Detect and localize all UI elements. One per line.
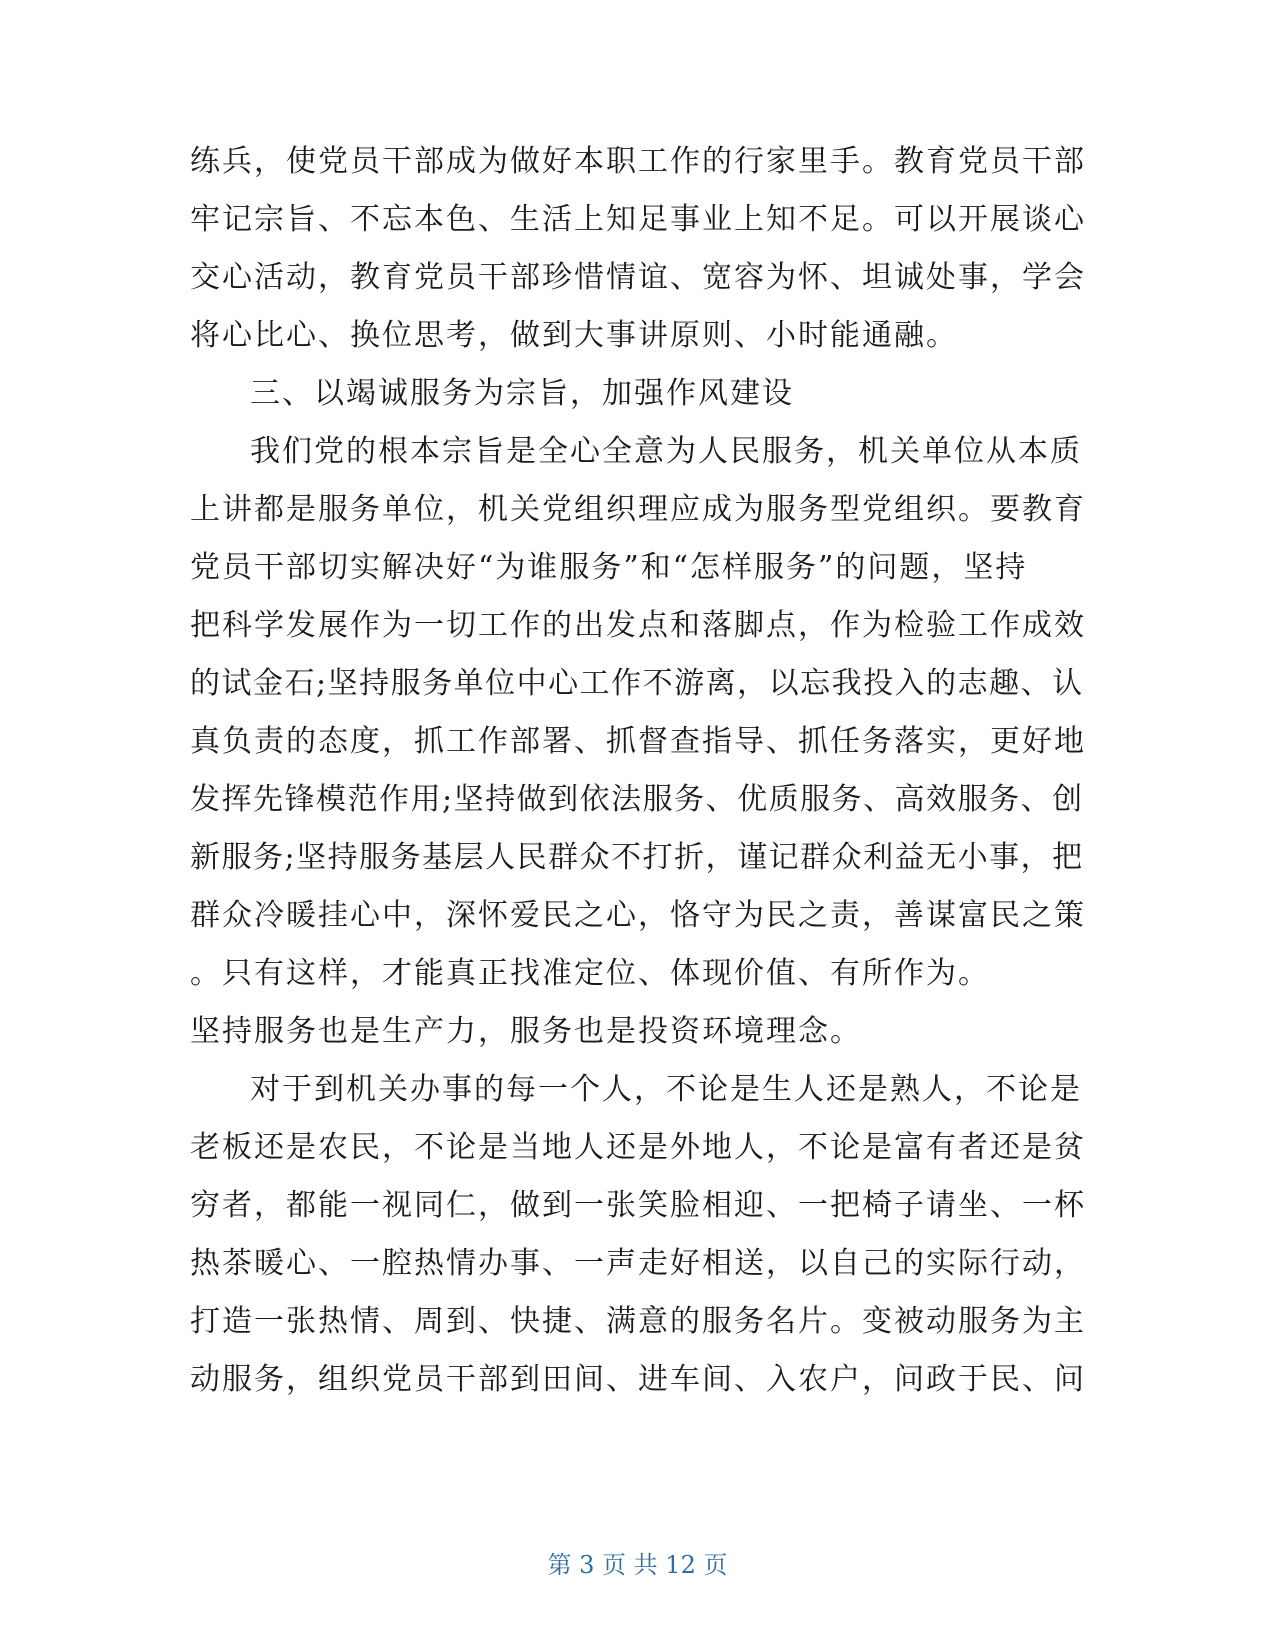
section-heading: 三、以竭诚服务为宗旨，加强作风建设	[250, 376, 794, 411]
text-line: 把科学发展作为一切工作的出发点和落脚点，作为检验工作成效	[190, 608, 1086, 643]
page-footer: 第 3 页 共 12 页	[547, 1551, 728, 1579]
text-line: 老板还是农民，不论是当地人还是外地人，不论是富有者还是贫	[190, 1130, 1086, 1165]
text-line: 发挥先锋模范作用;坚持做到依法服务、优质服务、高效服务、创	[190, 782, 1084, 817]
text-line: 打造一张热情、周到、快捷、满意的服务名片。变被动服务为主	[190, 1304, 1086, 1339]
text-line: 群众冷暖挂心中，深怀爱民之心，恪守为民之责，善谋富民之策	[190, 898, 1086, 933]
text-line: 牢记宗旨、不忘本色、生活上知足事业上知不足。可以开展谈心	[190, 202, 1086, 237]
text-line: 交心活动，教育党员干部珍惜情谊、宽容为怀、坦诚处事，学会	[190, 260, 1086, 295]
text-line: 坚持服务也是生产力，服务也是投资环境理念。	[190, 1014, 862, 1049]
text-line: 上讲都是服务单位，机关党组织理应成为服务型党组织。要教育	[190, 492, 1086, 527]
text-line: 党员干部切实解决好“为谁服务”和“怎样服务”的问题，坚持	[190, 550, 1028, 585]
text-line: 穷者，都能一视同仁，做到一张笑脸相迎、一把椅子请坐、一杯	[190, 1188, 1086, 1223]
text-line: 热茶暖心、一腔热情办事、一声走好相送，以自己的实际行动，	[190, 1246, 1086, 1281]
text-line: 我们党的根本宗旨是全心全意为人民服务，机关单位从本质	[250, 434, 1082, 469]
text-line: 。只有这样，才能真正找准定位、体现价值、有所作为。	[190, 956, 990, 991]
text-line: 新服务;坚持服务基层人民群众不打折，谨记群众利益无小事，把	[190, 840, 1084, 875]
text-line: 的试金石;坚持服务单位中心工作不游离，以忘我投入的志趣、认	[190, 666, 1084, 701]
text-line: 将心比心、换位思考，做到大事讲原则、小时能通融。	[190, 318, 958, 353]
text-line: 动服务，组织党员干部到田间、进车间、入农户，问政于民、问	[190, 1362, 1086, 1397]
text-line: 真负责的态度，抓工作部署、抓督查指导、抓任务落实，更好地	[190, 724, 1086, 759]
text-line: 练兵，使党员干部成为做好本职工作的行家里手。教育党员干部	[190, 144, 1086, 179]
text-line: 对于到机关办事的每一个人，不论是生人还是熟人，不论是	[250, 1072, 1082, 1107]
